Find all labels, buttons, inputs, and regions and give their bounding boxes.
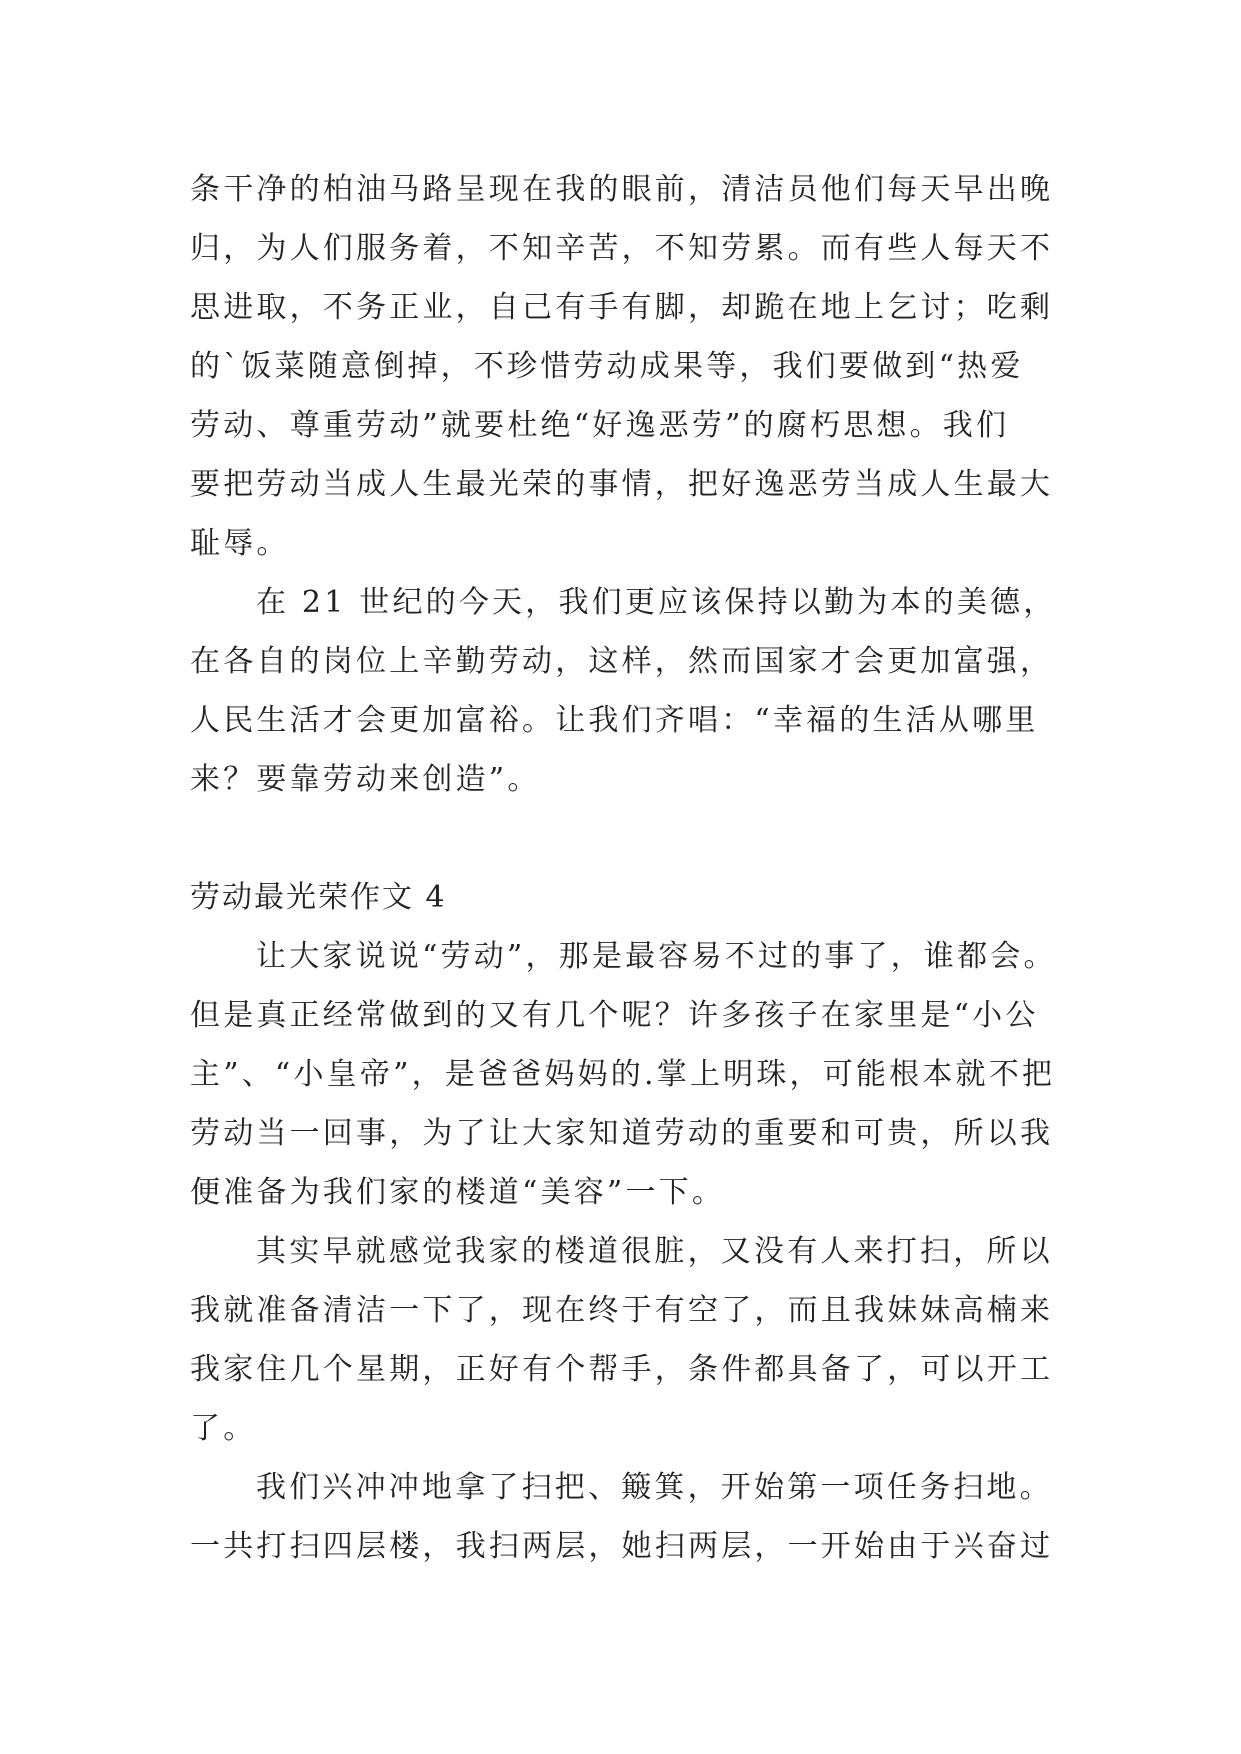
- text-line: 的`饭菜随意倒掉，不珍惜劳动成果等，我们要做到“热爱: [190, 349, 1024, 384]
- section-paragraph-2: [190, 1222, 1060, 1458]
- paragraph-2: [190, 573, 1060, 809]
- text-line: 在各自的岗位上辛勤劳动，这样，然而国家才会更加富强，: [190, 644, 1054, 679]
- text-line: 我家住几个星期，正好有个帮手，条件都具备了，可以开工: [190, 1352, 1054, 1387]
- section-title: 劳动最光荣作文 4: [190, 880, 447, 915]
- text-line: 一共打扫四层楼，我扫两层，她扫两层，一开始由于兴奋过: [190, 1529, 1054, 1564]
- text-line: 便准备为我们家的楼道“美容”一下。: [190, 1175, 726, 1210]
- paragraph-1: [190, 160, 1060, 573]
- text-line: 思进取，不务正业，自己有手有脚，却跪在地上乞讨；吃剩: [190, 290, 1054, 325]
- text-line: 劳动当一回事，为了让大家知道劳动的重要和可贵，所以我: [190, 1116, 1054, 1151]
- document-body: [190, 160, 1060, 1576]
- text-line: 我就准备清洁一下了，现在终于有空了，而且我妹妹高楠来: [190, 1293, 1054, 1328]
- text-line: 在 21 世纪的今天，我们更应该保持以勤为本的美德，: [256, 585, 1057, 620]
- section-paragraph-3: [190, 1458, 1060, 1576]
- section-paragraph-1: [190, 927, 1060, 1222]
- text-line: 其实早就感觉我家的楼道很脏，又没有人来打扫，所以: [256, 1234, 1053, 1269]
- text-line: 主”、“小皇帝”，是爸爸妈妈的.掌上明珠，可能根本就不把: [190, 1057, 1056, 1092]
- text-line: 要把劳动当成人生最光荣的事情，把好逸恶劳当成人生最大: [190, 467, 1054, 502]
- text-line: 条干净的柏油马路呈现在我的眼前，清洁员他们每天早出晚: [190, 172, 1054, 207]
- text-line: 劳动、尊重劳动”就要杜绝“好逸恶劳”的腐朽思想。我们: [190, 408, 1010, 443]
- text-line: 来？要靠劳动来创造”。: [190, 762, 541, 797]
- text-line: 人民生活才会更加富裕。让我们齐唱：“幸福的生活从哪里: [190, 703, 1039, 738]
- text-line: 我们兴冲冲地拿了扫把、簸箕，开始第一项任务扫地。: [256, 1470, 1053, 1505]
- text-line: 但是真正经常做到的又有几个呢？许多孩子在家里是“小公: [190, 998, 1039, 1033]
- text-line: 归，为人们服务着，不知辛苦，不知劳累。而有些人每天不: [190, 231, 1054, 266]
- text-line: 了。: [190, 1411, 257, 1446]
- text-line: 让大家说说“劳动”，那是最容易不过的事了，谁都会。: [256, 939, 1057, 974]
- text-line: 耻辱。: [190, 526, 290, 561]
- section-gap: [190, 809, 1060, 868]
